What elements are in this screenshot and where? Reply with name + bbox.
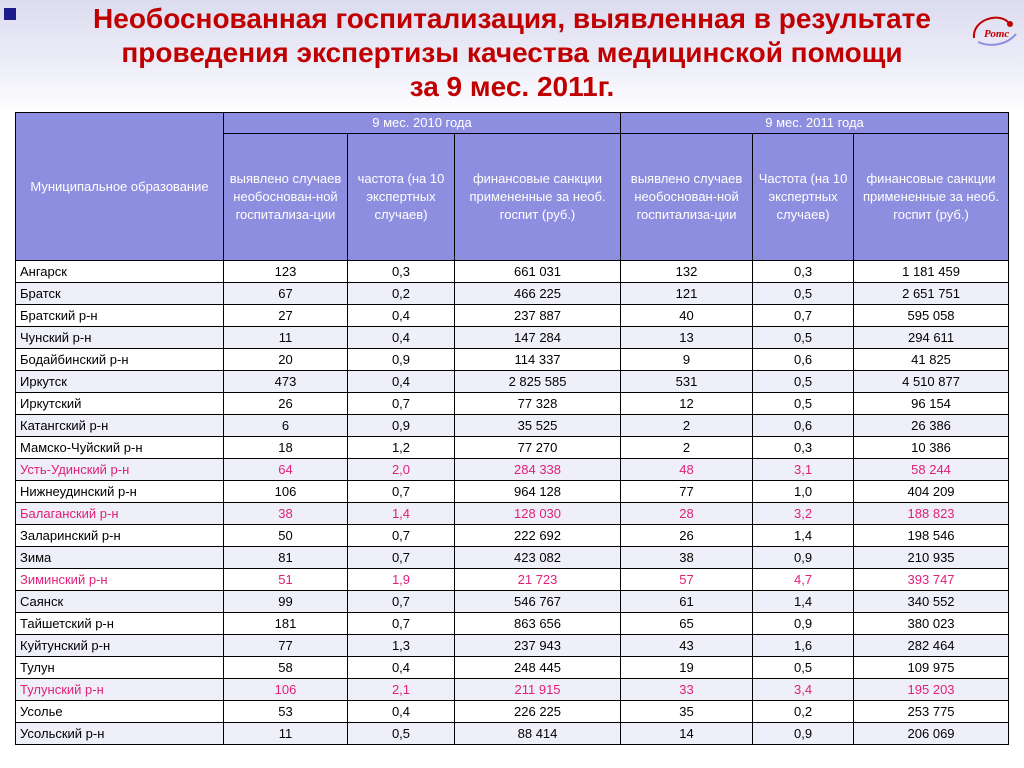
- cell-found-2010: 99: [224, 591, 348, 613]
- cell-municipality: Мамско-Чуйский р-н: [16, 437, 224, 459]
- cell-sanctions-2011: 206 069: [854, 723, 1009, 745]
- table-row: [16, 305, 1009, 327]
- header-row-years: [16, 113, 1009, 134]
- cell-found-2010: 58: [224, 657, 348, 679]
- cell-found-2010: 20: [224, 349, 348, 371]
- cell-frequency-2010: 0,4: [348, 701, 455, 723]
- cell-sanctions-2010: 248 445: [455, 657, 621, 679]
- cell-found-2011: 48: [621, 459, 753, 481]
- cell-sanctions-2010: 114 337: [455, 349, 621, 371]
- cell-municipality: Иркутск: [16, 371, 224, 393]
- cell-frequency-2011: 1,4: [753, 591, 854, 613]
- cell-sanctions-2010: 35 525: [455, 415, 621, 437]
- cell-sanctions-2011: 195 203: [854, 679, 1009, 701]
- cell-frequency-2011: 0,7: [753, 305, 854, 327]
- cell-sanctions-2011: 198 546: [854, 525, 1009, 547]
- cell-found-2011: 40: [621, 305, 753, 327]
- cell-frequency-2010: 0,7: [348, 481, 455, 503]
- cell-frequency-2010: 0,7: [348, 613, 455, 635]
- table-row: [16, 261, 1009, 283]
- cell-found-2011: 531: [621, 371, 753, 393]
- cell-frequency-2010: 1,9: [348, 569, 455, 591]
- cell-frequency-2010: 0,2: [348, 283, 455, 305]
- cell-municipality: Усольский р-н: [16, 723, 224, 745]
- table-row: [16, 701, 1009, 723]
- header-period-2011: 9 мес. 2011 года: [621, 113, 1009, 134]
- cell-frequency-2010: 0,4: [348, 305, 455, 327]
- cell-frequency-2011: 0,3: [753, 261, 854, 283]
- cell-municipality: Чунский р-н: [16, 327, 224, 349]
- cell-sanctions-2011: 380 023: [854, 613, 1009, 635]
- cell-sanctions-2011: 282 464: [854, 635, 1009, 657]
- table-row: [16, 349, 1009, 371]
- cell-frequency-2011: 0,2: [753, 701, 854, 723]
- cell-frequency-2011: 3,4: [753, 679, 854, 701]
- table-row: [16, 723, 1009, 745]
- table-row: [16, 503, 1009, 525]
- table-row: [16, 547, 1009, 569]
- cell-found-2010: 26: [224, 393, 348, 415]
- cell-found-2011: 28: [621, 503, 753, 525]
- cell-sanctions-2010: 222 692: [455, 525, 621, 547]
- cell-frequency-2010: 0,7: [348, 393, 455, 415]
- cell-frequency-2011: 0,5: [753, 327, 854, 349]
- cell-found-2011: 12: [621, 393, 753, 415]
- cell-frequency-2010: 1,3: [348, 635, 455, 657]
- cell-municipality: Балаганский р-н: [16, 503, 224, 525]
- cell-municipality: Катангский р-н: [16, 415, 224, 437]
- cell-frequency-2010: 2,0: [348, 459, 455, 481]
- cell-sanctions-2011: 210 935: [854, 547, 1009, 569]
- cell-frequency-2011: 1,4: [753, 525, 854, 547]
- header-frequency-2011: Частота (на 10 экспертных случаев): [753, 134, 854, 261]
- cell-sanctions-2011: 4 510 877: [854, 371, 1009, 393]
- header-found-2010: выявлено случаев необоснован-ной госпитализа-ции: [224, 134, 348, 261]
- header-sanctions-2011: финансовые санкции примененные за необ. госпит (руб.): [854, 134, 1009, 261]
- cell-found-2010: 77: [224, 635, 348, 657]
- cell-municipality: Братск: [16, 283, 224, 305]
- table-row: [16, 481, 1009, 503]
- cell-found-2010: 106: [224, 679, 348, 701]
- cell-found-2010: 123: [224, 261, 348, 283]
- cell-frequency-2010: 0,4: [348, 371, 455, 393]
- cell-sanctions-2011: 188 823: [854, 503, 1009, 525]
- table-row: [16, 415, 1009, 437]
- cell-sanctions-2011: 595 058: [854, 305, 1009, 327]
- table-row: [16, 613, 1009, 635]
- cell-sanctions-2011: 10 386: [854, 437, 1009, 459]
- table-row: [16, 525, 1009, 547]
- cell-found-2010: 6: [224, 415, 348, 437]
- cell-found-2010: 18: [224, 437, 348, 459]
- cell-sanctions-2011: 26 386: [854, 415, 1009, 437]
- cell-municipality: Тайшетский р-н: [16, 613, 224, 635]
- cell-found-2010: 181: [224, 613, 348, 635]
- header-municipality: Муниципальное образование: [16, 113, 224, 261]
- cell-found-2010: 67: [224, 283, 348, 305]
- cell-municipality: Заларинский р-н: [16, 525, 224, 547]
- cell-frequency-2011: 0,9: [753, 613, 854, 635]
- cell-found-2011: 33: [621, 679, 753, 701]
- cell-found-2010: 64: [224, 459, 348, 481]
- cell-sanctions-2010: 863 656: [455, 613, 621, 635]
- cell-found-2011: 19: [621, 657, 753, 679]
- cell-sanctions-2010: 226 225: [455, 701, 621, 723]
- cell-frequency-2010: 0,7: [348, 525, 455, 547]
- cell-found-2010: 50: [224, 525, 348, 547]
- cell-sanctions-2011: 294 611: [854, 327, 1009, 349]
- cell-found-2010: 11: [224, 327, 348, 349]
- cell-frequency-2011: 0,9: [753, 547, 854, 569]
- cell-sanctions-2010: 284 338: [455, 459, 621, 481]
- header-sanctions-2010: финансовые санкции примененные за необ. госпит (руб.): [455, 134, 621, 261]
- cell-found-2011: 38: [621, 547, 753, 569]
- cell-sanctions-2011: 340 552: [854, 591, 1009, 613]
- cell-sanctions-2011: 404 209: [854, 481, 1009, 503]
- cell-frequency-2011: 4,7: [753, 569, 854, 591]
- cell-municipality: Усолье: [16, 701, 224, 723]
- cell-municipality: Тулунский р-н: [16, 679, 224, 701]
- cell-found-2011: 9: [621, 349, 753, 371]
- cell-municipality: Иркутский: [16, 393, 224, 415]
- cell-found-2010: 53: [224, 701, 348, 723]
- cell-frequency-2010: 0,5: [348, 723, 455, 745]
- cell-found-2011: 14: [621, 723, 753, 745]
- cell-sanctions-2010: 964 128: [455, 481, 621, 503]
- table-body: [16, 261, 1009, 745]
- table-row: [16, 459, 1009, 481]
- cell-sanctions-2010: 21 723: [455, 569, 621, 591]
- cell-frequency-2010: 2,1: [348, 679, 455, 701]
- cell-frequency-2010: 0,3: [348, 261, 455, 283]
- title-line-1: Необоснованная госпитализация, выявленная в результате: [93, 3, 931, 34]
- cell-sanctions-2010: 661 031: [455, 261, 621, 283]
- bullet-square: [4, 8, 16, 20]
- table-row: [16, 437, 1009, 459]
- cell-frequency-2011: 3,2: [753, 503, 854, 525]
- cell-frequency-2010: 0,9: [348, 415, 455, 437]
- cell-frequency-2011: 0,5: [753, 283, 854, 305]
- cell-sanctions-2011: 393 747: [854, 569, 1009, 591]
- cell-frequency-2011: 0,6: [753, 415, 854, 437]
- cell-frequency-2011: 0,5: [753, 371, 854, 393]
- cell-sanctions-2010: 466 225: [455, 283, 621, 305]
- cell-found-2011: 43: [621, 635, 753, 657]
- cell-sanctions-2010: 237 943: [455, 635, 621, 657]
- table-row: [16, 393, 1009, 415]
- cell-found-2011: 57: [621, 569, 753, 591]
- cell-found-2011: 121: [621, 283, 753, 305]
- cell-found-2010: 106: [224, 481, 348, 503]
- cell-found-2010: 51: [224, 569, 348, 591]
- cell-sanctions-2011: 58 244: [854, 459, 1009, 481]
- cell-municipality: Тулун: [16, 657, 224, 679]
- cell-frequency-2010: 1,4: [348, 503, 455, 525]
- table-row: [16, 657, 1009, 679]
- cell-municipality: Усть-Удинский р-н: [16, 459, 224, 481]
- header-period-2010: 9 мес. 2010 года: [224, 113, 621, 134]
- header-frequency-2010: частота (на 10 экспертных случаев): [348, 134, 455, 261]
- cell-sanctions-2010: 147 284: [455, 327, 621, 349]
- cell-municipality: Куйтунский р-н: [16, 635, 224, 657]
- cell-sanctions-2010: 211 915: [455, 679, 621, 701]
- cell-found-2011: 26: [621, 525, 753, 547]
- roms-logo: [968, 8, 1022, 52]
- table-row: [16, 635, 1009, 657]
- cell-found-2010: 473: [224, 371, 348, 393]
- cell-found-2010: 81: [224, 547, 348, 569]
- cell-frequency-2011: 1,0: [753, 481, 854, 503]
- cell-municipality: Братский р-н: [16, 305, 224, 327]
- hospitalization-table: [15, 112, 1009, 745]
- title-line-3: за 9 мес. 2011г.: [409, 71, 615, 102]
- cell-found-2011: 13: [621, 327, 753, 349]
- cell-frequency-2011: 3,1: [753, 459, 854, 481]
- table-row: [16, 569, 1009, 591]
- cell-frequency-2011: 0,6: [753, 349, 854, 371]
- table-row: [16, 327, 1009, 349]
- cell-sanctions-2011: 109 975: [854, 657, 1009, 679]
- cell-frequency-2010: 0,7: [348, 591, 455, 613]
- cell-frequency-2011: 1,6: [753, 635, 854, 657]
- cell-sanctions-2010: 88 414: [455, 723, 621, 745]
- cell-sanctions-2010: 2 825 585: [455, 371, 621, 393]
- cell-sanctions-2010: 77 328: [455, 393, 621, 415]
- cell-found-2011: 65: [621, 613, 753, 635]
- cell-frequency-2011: 0,5: [753, 657, 854, 679]
- cell-municipality: Зима: [16, 547, 224, 569]
- cell-sanctions-2011: 1 181 459: [854, 261, 1009, 283]
- cell-frequency-2010: 0,9: [348, 349, 455, 371]
- cell-frequency-2011: 0,9: [753, 723, 854, 745]
- cell-frequency-2010: 1,2: [348, 437, 455, 459]
- cell-municipality: Саянск: [16, 591, 224, 613]
- cell-frequency-2011: 0,3: [753, 437, 854, 459]
- cell-found-2011: 132: [621, 261, 753, 283]
- cell-found-2010: 27: [224, 305, 348, 327]
- cell-sanctions-2010: 128 030: [455, 503, 621, 525]
- cell-found-2011: 61: [621, 591, 753, 613]
- cell-sanctions-2011: 253 775: [854, 701, 1009, 723]
- cell-sanctions-2010: 546 767: [455, 591, 621, 613]
- cell-frequency-2011: 0,5: [753, 393, 854, 415]
- cell-sanctions-2011: 96 154: [854, 393, 1009, 415]
- cell-municipality: Бодайбинский р-н: [16, 349, 224, 371]
- cell-sanctions-2011: 41 825: [854, 349, 1009, 371]
- header-found-2011: выявлено случаев необоснован-ной госпитализа-ции: [621, 134, 753, 261]
- logo-text: Роmс: [984, 28, 1010, 40]
- table-row: [16, 679, 1009, 701]
- cell-sanctions-2010: 237 887: [455, 305, 621, 327]
- cell-found-2010: 11: [224, 723, 348, 745]
- cell-sanctions-2010: 423 082: [455, 547, 621, 569]
- cell-municipality: Зиминский р-н: [16, 569, 224, 591]
- table-row: [16, 591, 1009, 613]
- cell-sanctions-2010: 77 270: [455, 437, 621, 459]
- table-row: [16, 283, 1009, 305]
- cell-found-2011: 77: [621, 481, 753, 503]
- cell-municipality: Ангарск: [16, 261, 224, 283]
- cell-frequency-2010: 0,7: [348, 547, 455, 569]
- cell-found-2010: 38: [224, 503, 348, 525]
- cell-municipality: Нижнеудинский р-н: [16, 481, 224, 503]
- cell-found-2011: 2: [621, 415, 753, 437]
- cell-found-2011: 2: [621, 437, 753, 459]
- cell-sanctions-2011: 2 651 751: [854, 283, 1009, 305]
- page-title: [20, 2, 1004, 104]
- title-line-2: проведения экспертизы качества медицинской помощи: [121, 37, 903, 68]
- cell-frequency-2010: 0,4: [348, 327, 455, 349]
- cell-frequency-2010: 0,4: [348, 657, 455, 679]
- cell-found-2011: 35: [621, 701, 753, 723]
- table-row: [16, 371, 1009, 393]
